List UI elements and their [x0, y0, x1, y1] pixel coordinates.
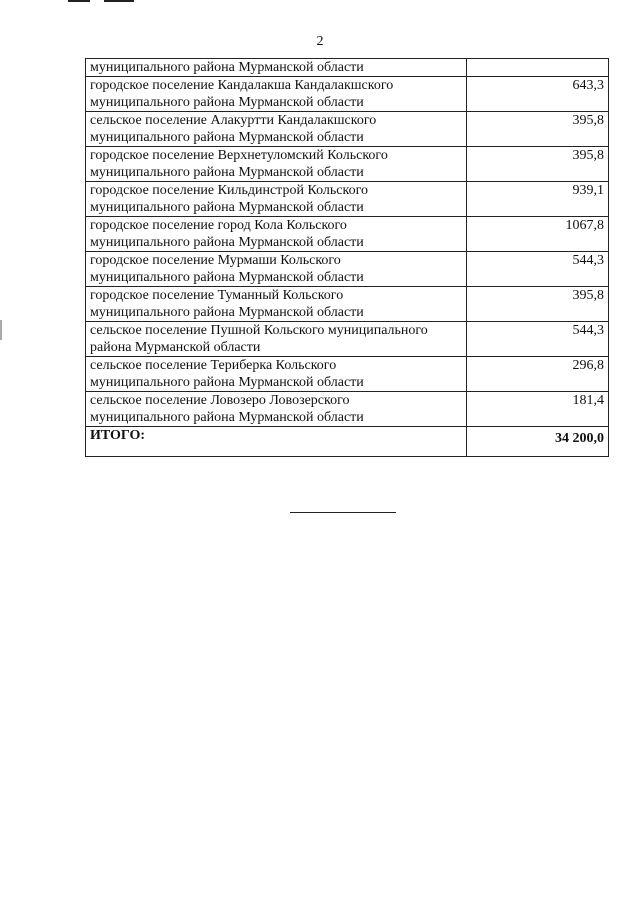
table-row: [86, 112, 609, 147]
allocation-table: [85, 58, 609, 457]
row-name: [86, 59, 467, 77]
row-name-line: муниципального района Мурманской области: [90, 95, 364, 110]
row-name: [86, 287, 467, 322]
row-name: [86, 217, 467, 252]
row-name: [86, 392, 467, 427]
table-row: [86, 77, 609, 112]
table-row: [86, 322, 609, 357]
table-row: [86, 287, 609, 322]
table-row: [86, 357, 609, 392]
end-of-document-line: [290, 512, 396, 513]
row-name-line: района Мурманской области: [90, 340, 261, 355]
total-value: 34 200,0: [467, 427, 609, 457]
row-name: [86, 112, 467, 147]
row-name-line: городское поселение Верхнетуломский Кольского: [90, 148, 388, 163]
row-value: 939,1: [467, 182, 609, 217]
row-name-line: сельское поселение Алакуртти Кандалакшского: [90, 113, 377, 128]
row-name: [86, 357, 467, 392]
row-name-line: муниципального района Мурманской области: [90, 375, 364, 390]
scan-edge-mark: [0, 320, 2, 340]
row-value: 181,4: [467, 392, 609, 427]
row-name-line: городское поселение Кильдинстрой Кольского: [90, 183, 368, 198]
row-name-line: муниципального района Мурманской области: [90, 200, 364, 215]
total-row: [86, 427, 609, 457]
row-name: [86, 252, 467, 287]
row-name-line: сельское поселение Териберка Кольского: [90, 358, 337, 373]
row-name-line: городское поселение Кандалакша Кандалакшского: [90, 78, 394, 93]
row-value: 296,8: [467, 357, 609, 392]
row-value: [467, 59, 609, 77]
row-name-line: муниципального района Мурманской области: [90, 60, 364, 75]
row-value: 544,3: [467, 252, 609, 287]
row-name-line: муниципального района Мурманской области: [90, 130, 364, 145]
table-row: [86, 182, 609, 217]
row-name-line: сельское поселение Ловозеро Ловозерского: [90, 393, 350, 408]
row-name-line: муниципального района Мурманской области: [90, 410, 364, 425]
row-name-line: муниципального района Мурманской области: [90, 305, 364, 320]
row-name-line: городское поселение город Кола Кольского: [90, 218, 347, 233]
table-row: [86, 392, 609, 427]
row-name-line: городское поселение Мурмаши Кольского: [90, 253, 341, 268]
page-number: 2: [316, 34, 324, 49]
row-value: 643,3: [467, 77, 609, 112]
row-value: 544,3: [467, 322, 609, 357]
table-row: [86, 147, 609, 182]
row-name-line: муниципального района Мурманской области: [90, 235, 364, 250]
row-name: [86, 322, 467, 357]
row-name: [86, 182, 467, 217]
row-value: 395,8: [467, 147, 609, 182]
row-value: 395,8: [467, 287, 609, 322]
row-name: [86, 77, 467, 112]
row-name-line: муниципального района Мурманской области: [90, 270, 364, 285]
table-row: [86, 252, 609, 287]
row-name-line: муниципального района Мурманской области: [90, 165, 364, 180]
table-row: [86, 217, 609, 252]
row-value: 1067,8: [467, 217, 609, 252]
table-row: [86, 59, 609, 77]
row-name-line: сельское поселение Пушной Кольского муниципального: [90, 323, 428, 338]
row-value: 395,8: [467, 112, 609, 147]
total-label: ИТОГО:: [86, 427, 467, 457]
row-name-line: городское поселение Туманный Кольского: [90, 288, 344, 303]
row-name: [86, 147, 467, 182]
